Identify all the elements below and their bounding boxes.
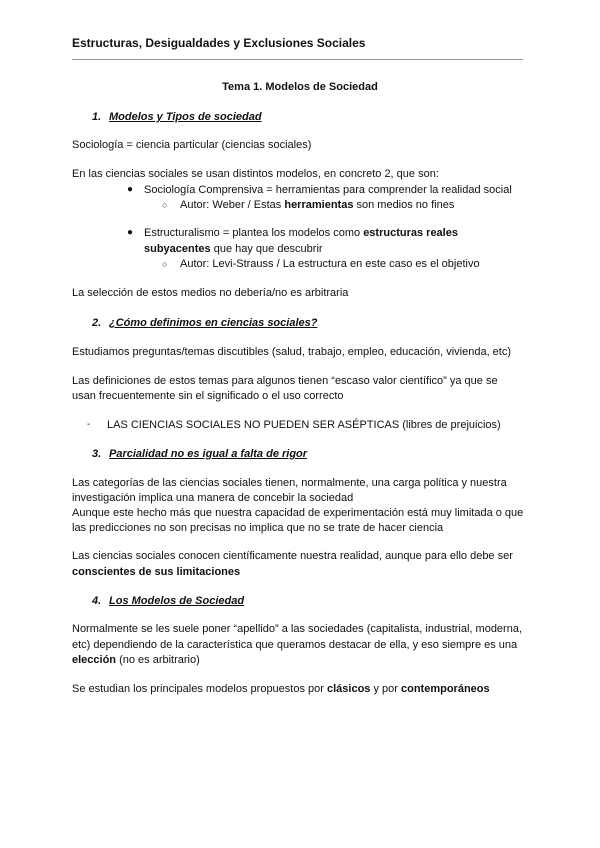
sub-bullet-item — [162, 197, 455, 213]
bullet-item — [127, 225, 458, 241]
sub-bullet-item — [162, 256, 480, 272]
bullet-text: Estructuralismo = plantea los modelos como — [144, 227, 364, 239]
bullet-text-bold: herramientas — [284, 199, 354, 211]
paragraph: Sociología = ciencia particular (ciencias sociales) — [72, 139, 312, 151]
section-heading-4 — [92, 593, 244, 609]
text-bold: clásicos — [326, 683, 371, 695]
bullet-continuation — [144, 241, 323, 257]
dash-bullet-icon: - — [87, 419, 91, 430]
bullet-text: Sociología Comprensiva = herramientas para comprender la realidad social — [144, 184, 512, 196]
section-number: 2. — [92, 317, 102, 329]
bullet-text: LAS CIENCIAS SOCIALES NO PUEDEN SER ASÉPTICAS (libres de prejuicios) — [107, 419, 501, 431]
section-heading-text: ¿Cómo definimos en ciencias sociales? — [109, 317, 318, 329]
section-heading-1 — [92, 109, 262, 125]
paragraph: La selección de estos medios no debería/no es arbitraria — [72, 287, 349, 299]
paragraph-line — [72, 652, 200, 668]
paragraph — [72, 681, 490, 697]
paragraph-line: investigación implica una manera de concebir la sociedad — [72, 492, 354, 504]
paragraph-line: usan frecuentemente sin el significado o el uso correcto — [72, 390, 344, 402]
text: (no es arbitrario) — [116, 654, 200, 666]
bullet-text: que hay que descubrir — [210, 243, 323, 255]
section-heading-2 — [92, 315, 317, 331]
bullet-text: son medios no fines — [353, 199, 455, 211]
text: y por — [370, 683, 401, 695]
bullet-text: Autor: Weber / Estas — [180, 199, 285, 211]
section-number: 1. — [92, 111, 102, 123]
text: Se estudian los principales modelos propuestos por — [72, 683, 327, 695]
paragraph-line-bold: conscientes de sus limitaciones — [72, 566, 241, 578]
bullet-dot-icon: ● — [127, 184, 134, 195]
section-heading-3 — [92, 446, 307, 462]
paragraph-line: Las definiciones de estos temas para algunos tienen “escaso valor científico” ya que se — [72, 375, 498, 387]
dash-item — [87, 417, 501, 433]
paragraph-line: etc) dependiendo de la característica que queramos destacar de ella, y eso siempre es una — [72, 639, 518, 651]
paragraph: Estudiamos preguntas/temas discutibles (salud, trabajo, empleo, educación, vivienda, etc) — [72, 346, 512, 358]
bullet-text: Autor: Levi-Strauss / La estructura en este caso es el objetivo — [180, 258, 480, 270]
bullet-text-bold: subyacentes — [144, 243, 211, 255]
paragraph-line: Las categorías de las ciencias sociales tienen, normalmente, una carga política y nuestra — [72, 477, 507, 489]
section-heading-text: Parcialidad no es igual a falta de rigor — [109, 448, 308, 460]
paragraph-line: Aunque este hecho más que nuestra capacidad de experimentación está muy limitada o que — [72, 507, 524, 519]
bullet-dot-icon: ● — [127, 227, 134, 238]
circle-bullet-icon: ○ — [162, 200, 168, 210]
paragraph-line: las predicciones no son precisas no implica que no se trate de hacer ciencia — [72, 522, 444, 534]
page-header-title: Estructuras, Desigualdades y Exclusiones Sociales — [72, 36, 366, 50]
section-number: 3. — [92, 448, 102, 460]
paragraph-line: Normalmente se les suele poner “apellido” a las sociedades (capitalista, industrial, moderna, — [72, 623, 523, 635]
text-bold: contemporáneos — [400, 683, 490, 695]
document-title: Tema 1. Modelos de Sociedad — [222, 81, 378, 93]
paragraph-line: Las ciencias sociales conocen científicamente nuestra realidad, aunque para ello debe ser — [72, 550, 513, 562]
circle-bullet-icon: ○ — [162, 259, 168, 269]
bullet-item — [127, 182, 512, 198]
section-number: 4. — [92, 595, 102, 607]
section-heading-text: Modelos y Tipos de sociedad — [109, 111, 262, 123]
paragraph: En las ciencias sociales se usan distintos modelos, en concreto 2, que son: — [72, 168, 439, 180]
text-bold: elección — [72, 654, 117, 666]
bullet-text-bold: estructuras reales — [363, 227, 458, 239]
header-divider — [72, 59, 523, 60]
section-heading-text: Los Modelos de Sociedad — [109, 595, 245, 607]
